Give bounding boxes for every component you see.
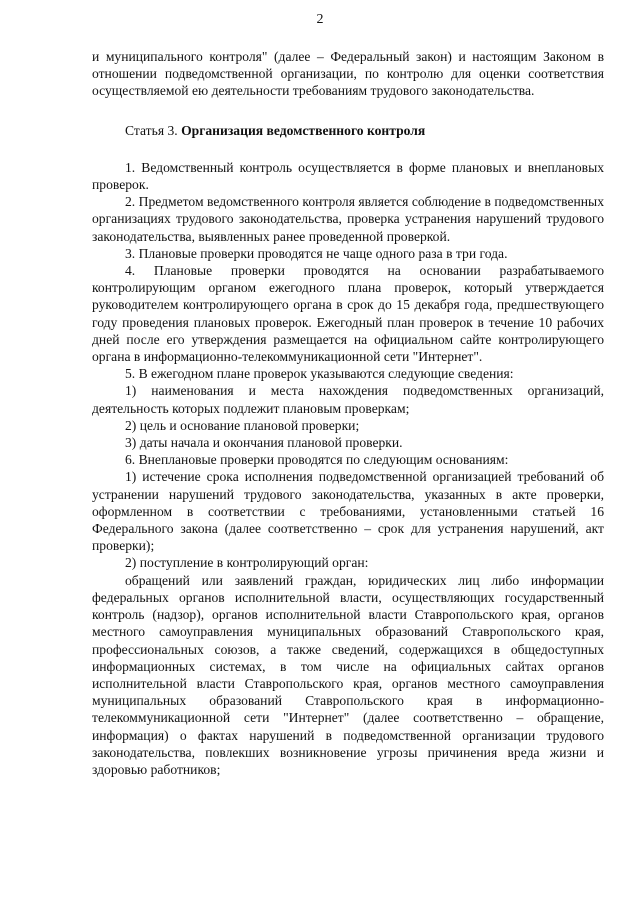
list-item-6-1: 1) истечение срока исполнения подведомственной организацией требований об устранении нарушений трудового законодательства, указанных в акте проверки, оформленном в соответствии с требованиями, установленными статьей 16 Федерального закона (далее соответственно – срок для устранения нарушений, акт проверки); (92, 469, 604, 554)
document-body (92, 48, 604, 778)
list-item-5-2: 2) цель и основание плановой проверки; (125, 417, 360, 433)
intro-paragraph: и муниципального контроля" (далее – Федеральный закон) и настоящим Законом в отношении подведомственной организации, по контролю для оценки соответствия осуществляемой ею деятельности требованиям трудового законодательства. (92, 49, 604, 99)
list-item-6-2: 2) поступление в контролирующий орган: (125, 555, 369, 571)
page-number: 2 (316, 12, 324, 27)
list-item-5-3: 3) даты начала и окончания плановой проверки. (125, 435, 403, 451)
paragraph-2: 2. Предметом ведомственного контроля является соблюдение в подведомственных организациях трудового законодательства, проверка устранения нарушений трудового законодательства, выявленных ранее проведенной проверкой. (92, 194, 604, 244)
article-heading (92, 122, 604, 139)
article-title: Организация ведомственного контроля (181, 122, 426, 138)
paragraph-6: 6. Внеплановые проверки проводятся по следующим основаниям: (125, 452, 509, 468)
paragraph-5: 5. В ежегодном плане проверок указываются следующие сведения: (125, 366, 514, 382)
list-item-5-1: 1) наименования и места нахождения подведомственных организаций, деятельность которых подлежит плановым проверкам; (92, 383, 604, 416)
article-prefix: Статья 3. (125, 122, 178, 138)
paragraph-1: 1. Ведомственный контроль осуществляется в форме плановых и внеплановых проверок. (92, 159, 604, 193)
paragraph-3: 3. Плановые проверки проводятся не чаще одного раза в три года. (125, 245, 508, 261)
paragraph-4: 4. Плановые проверки проводятся на основании разрабатываемого контролирующим органом ежегодного плана проверок, который утверждается руководителем контролирующего органа в срок до 15 декабря года, предшествующего году проведения плановых проверок. Ежегодный план проверок в течение 10 рабочих дней после его утверждения размещается на официальном сайте контролирующего органа в информационно-телекоммуникационной сети "Интернет". (92, 263, 604, 365)
list-item-6-2-text: обращений или заявлений граждан, юридических лиц либо информации федеральных органов исполнительной власти, осуществляющих государственный контроль (надзор), органов исполнительной власти Ставропольского края, органов местного самоуправления муниципальных образований Ставропольского края, профессиональных союзов, а также сведений, содержащихся в общедоступных информационных системах, в том числе на официальных сайтах органов исполнительной власти Ставропольского края, органов местного самоуправления муниципальных образований Ставропольского края в информационно-телекоммуникационной сети "Интернет" (далее соответственно – обращение, информация) о фактах нарушений в подведомственной организации трудового законодательства, повлекших возникновение угрозы причинения вреда жизни и здоровью работников; (92, 572, 604, 777)
